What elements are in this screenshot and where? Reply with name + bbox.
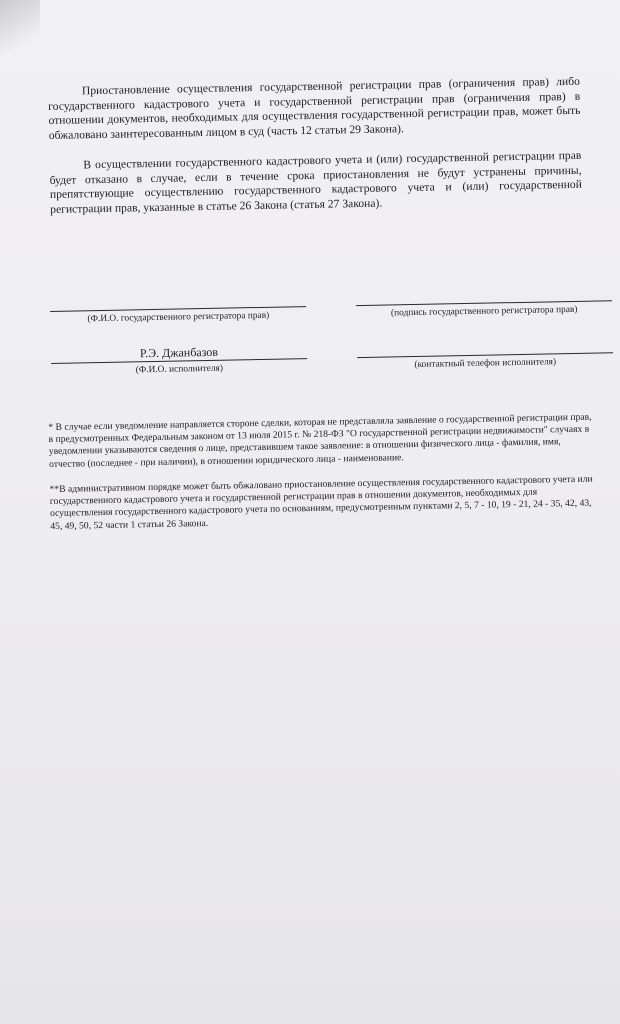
footnote-single-asterisk: * В случае если уведомление направляется стороне сделки, которая не представляла заявление о государственной регистрации прав, в предусмотренных Федеральным законом от 13 июля 2015 г. № 218-ФЗ "О государственной регистрации недвижимости" случаях в уведомлении указываются сведения о лице, представившем такое заявление: в отношении физического лица - фамилия, имя, отчество (последнее - при наличии), в отношении юридического лица - наименование. <box>48 411 592 470</box>
registrar-name-caption: (Ф.И.О. государственного регистратора прав) <box>87 310 270 325</box>
executor-phone-caption: (контактный телефон исполнителя) <box>414 357 557 371</box>
footnote-double-asterisk: **В административном порядке может быть обжаловано приостановление осуществления государственного кадастрового учета или государственного кадастрового учета и государственной регистрации прав в отношении документов, необходимых для осуществления государственного кадастрового учета по основаниям, предусмотренным пунктами 2, 5, 7 - 10, 19 - 21, 24 - 35, 42, 43, 45, 49, 50, 52 части 1 статьи 26 Закона. <box>49 473 593 532</box>
executor-name-caption: (Ф.И.О. исполнителя) <box>135 363 224 376</box>
paragraph-appeal: Приостановление осуществления государственной регистрации прав (ограничения прав) либо государственного кадастрового учета и государственной регистрации прав (ограничения прав) в отношении документов, необходимых для осуществления государственной регистрации прав, может быть обжаловано заинтересованным лицом в суд (часть 12 статьи 29 Закона). <box>48 74 581 142</box>
executor-name: Р.Э. Джанбазов <box>139 344 219 361</box>
registrar-signature-caption: (подпись государственного регистратора прав) <box>390 304 578 319</box>
paragraph-refusal: В осуществлении государственного кадастрового учета и (или) государственной регистрации прав будет отказано в случае, если в течение срока приостановления не будут устранены причины, препятствующие осуществлению государственного кадастрового учета и (или) государственной регистрации прав, указанные в статье 26 Закона (статья 27 Закона). <box>49 148 582 216</box>
